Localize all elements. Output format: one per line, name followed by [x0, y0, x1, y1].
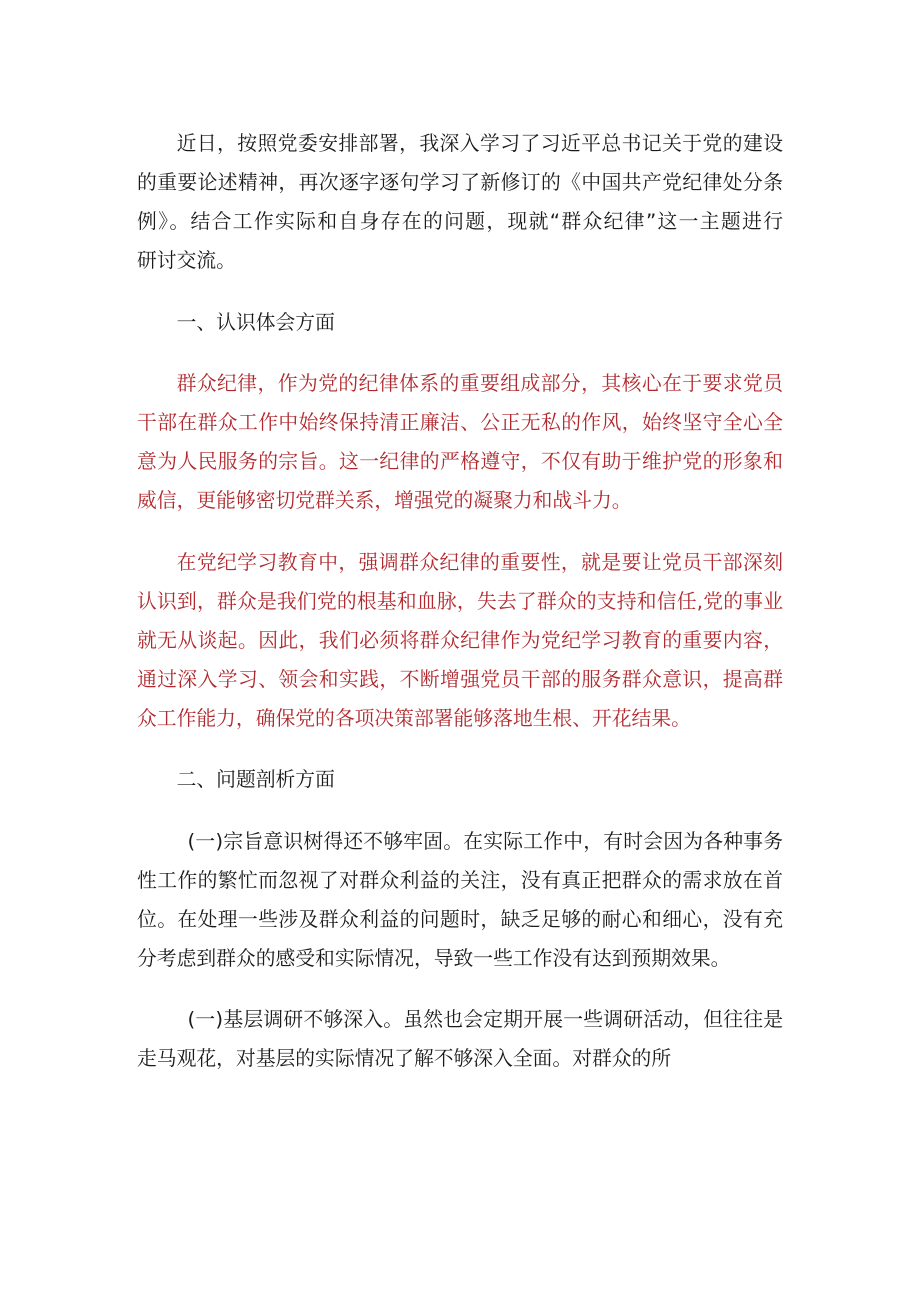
paragraph-line: 群众纪律，作为党的纪律体系的重要组成部分，其核心在于要求党员	[176, 372, 783, 395]
paragraph-line: 分考虑到群众的感受和实际情况，导致一些工作没有达到预期效果。	[137, 946, 731, 970]
document-body	[137, 124, 783, 1101]
paragraph-line: 例》。结合工作实际和自身存在的问题，现就“群众纪律”这一主题进行	[137, 210, 783, 233]
paragraph-line: 威信，更能够密切党群关系，增强党的凝聚力和战斗力。	[137, 489, 632, 512]
paragraph-line: 走马观花，对基层的实际情况了解不够深入全面。对群众的所	[137, 1047, 672, 1070]
paragraph-line: 干部在群众工作中始终保持清正廉洁、公正无私的作风，始终坚守全心全	[137, 411, 783, 434]
paragraph-line: 就无从谈起。因此，我们必须将群众纪律作为党纪学习教育的重要内容，	[137, 628, 783, 652]
paragraph-line: (一)基层调研不够深入。虽然也会定期开展一些调研活动，但往往是	[187, 1008, 783, 1031]
paragraph-line: 意为人民服务的宗旨。这一纪律的严格遵守，不仅有助于维护党的形象和	[137, 450, 783, 473]
section-heading-text: 二、问题剖析方面	[176, 768, 335, 791]
paragraph-line: 认识到，群众是我们党的根基和血脉，失去了群众的支持和信任,党的事业	[137, 589, 783, 613]
paragraph-line: 性工作的繁忙而忽视了对群众利益的关注，没有真正把群众的需求放在首	[137, 868, 783, 892]
paragraph-line: 近日，按照党委安排部署，我深入学习了习近平总书记关于党的建设	[176, 132, 783, 155]
intro-paragraph	[137, 124, 783, 280]
section-heading-analysis	[137, 760, 783, 799]
paragraph-line: (一)宗旨意识树得还不够牢固。在实际工作中，有时会因为各种事务	[187, 829, 783, 853]
paragraph-line: 的重要论述精神，再次逐字逐句学习了新修订的《中国共产党纪律处分条	[137, 171, 783, 194]
paragraph-line: 在党纪学习教育中，强调群众纪律的重要性，就是要让党员干部深刻	[176, 550, 783, 574]
paragraph-line: 研讨交流。	[137, 249, 236, 272]
paragraph-line: 位。在处理一些涉及群众利益的问题时，缺乏足够的耐心和细心，没有充	[137, 907, 783, 931]
problem-item-purpose	[137, 822, 783, 978]
section-heading-text: 一、认识体会方面	[176, 310, 335, 334]
highlighted-paragraph-education	[137, 543, 783, 738]
paragraph-line: 众工作能力，确保党的各项决策部署能够落地生根、开花结果。	[137, 706, 691, 730]
paragraph-line: 通过深入学习、领会和实践，不断增强党员干部的服务群众意识，提高群	[137, 667, 783, 691]
problem-item-research	[137, 1000, 783, 1078]
section-heading-understanding	[137, 303, 783, 342]
highlighted-paragraph-discipline	[137, 364, 783, 520]
